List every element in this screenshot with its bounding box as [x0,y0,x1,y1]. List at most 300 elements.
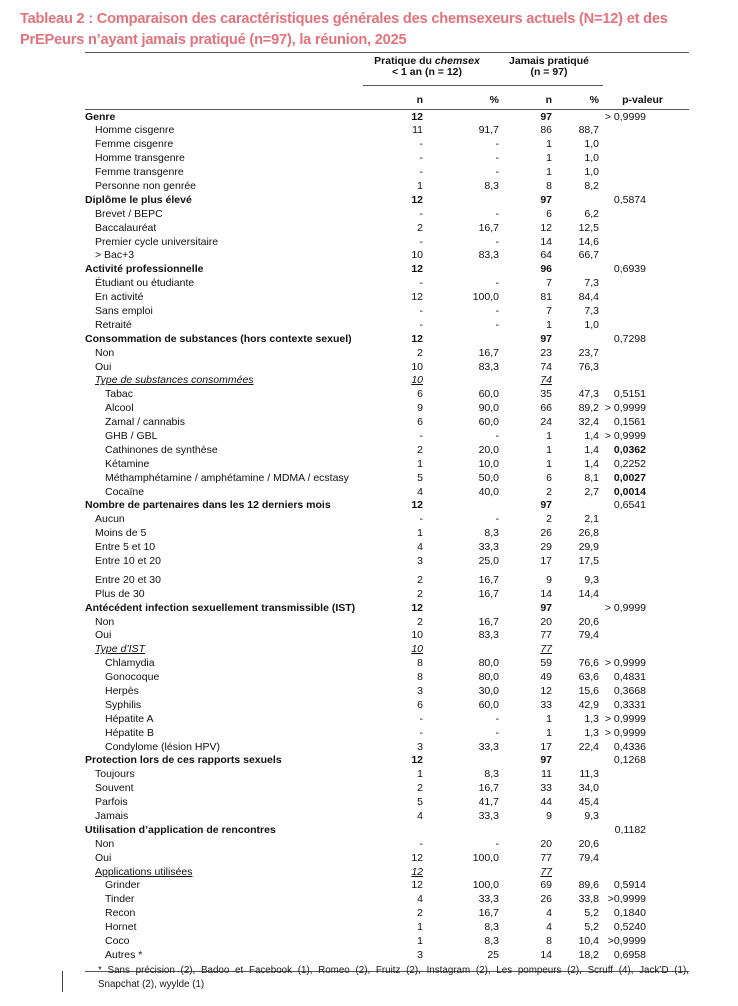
cell-n2: 7 [546,277,552,290]
cell-pct2: 1,0 [584,152,599,165]
table-title [20,9,732,51]
row-label: Kétamine [105,457,150,470]
table-row [85,513,689,527]
cell-pct1: - [495,152,499,165]
cell-pvalue: 0,0362 [613,443,646,456]
cell-pct2: 12,5 [578,221,599,234]
table-row [85,222,689,236]
row-label: Recon [105,907,136,920]
cell-pct1: - [495,318,499,331]
row-label: Entre 20 et 30 [95,573,161,586]
table-row [85,291,689,305]
cell-pct2: 9,3 [584,573,599,586]
table-row [85,166,689,180]
cell-n2: 35 [540,388,552,401]
cell-pct2: 7,3 [584,277,599,290]
cell-n2: 97 [540,193,552,206]
row-label: Condylome (lésion HPV) [105,740,220,753]
cell-n1: 10 [411,374,423,387]
row-label: Sans emploi [95,304,153,317]
cell-n2: 9 [546,810,552,823]
cell-n1: 8 [417,671,423,684]
cell-n2: 69 [540,879,552,892]
cell-pct1: 8,3 [484,935,499,948]
cell-pvalue: 0,3331 [613,698,646,711]
table-row [85,152,689,166]
cell-n2: 11 [541,768,552,781]
cell-n1: 2 [417,782,423,795]
cell-pct1: 8,3 [484,179,499,192]
cell-n1: 10 [411,249,423,262]
cell-pct1: - [495,235,499,248]
cell-pct2: 89,2 [578,402,599,415]
cell-pct2: 5,2 [584,907,599,920]
cell-pct2: 1,4 [584,457,599,470]
cell-pct1: - [495,726,499,739]
table-row [85,374,689,388]
cell-pct2: 33,8 [578,893,599,906]
cell-pct2: 66,7 [578,249,599,262]
cell-n2: 20 [540,615,552,628]
cell-pvalue: >0,9999 [607,893,646,906]
cell-n1: 2 [417,443,423,456]
row-label: Non [95,615,115,628]
cell-pvalue: 0,1561 [613,416,646,429]
row-label: Premier cycle universitaire [95,235,219,248]
table-row [85,416,689,430]
cell-pvalue: 0,6939 [613,263,646,276]
table-row [85,388,689,402]
cell-n1: 6 [417,416,423,429]
cell-pct1: 16,7 [478,587,499,600]
table-row [85,643,689,657]
cell-pct1: - [495,166,499,179]
table-row [85,499,689,513]
cell-n1: 12 [411,879,423,892]
footnote-line1: * Sans précision (2), Badoo et Facebook (1), Romeo (2), Fruitz (2), Instagram (2), Les pompeurs (2), Scruff (4), Jack’D (1), [98,965,689,976]
text-cursor-mark [62,971,63,992]
cell-n2: 66 [540,402,552,415]
cell-pvalue: 0,5914 [613,879,646,892]
cell-pct1: 33,3 [478,893,499,906]
cell-n1: 12 [411,499,423,512]
table-row [85,754,689,768]
cell-pvalue: 0,5240 [613,921,646,934]
table-row [85,810,689,824]
cell-n1: 5 [417,796,423,809]
table-row [85,629,689,643]
row-label: Personne non genrée [95,179,196,192]
cell-pct2: 23,7 [578,346,599,359]
row-label: Antécédent infection sexuellement transmissible (IST) [85,601,356,614]
cell-n2: 20 [540,837,552,850]
cell-n2: 77 [540,865,552,878]
cell-n1: - [419,318,423,331]
cell-n1: 12 [411,291,423,304]
table-row [85,263,689,277]
cell-n1: 12 [411,110,423,123]
row-label: > Bac+3 [95,249,135,262]
cell-n2: 12 [540,221,552,234]
cell-n2: 4 [546,921,552,934]
row-label: Étudiant ou étudiante [95,277,195,290]
cell-pct2: 8,1 [584,471,599,484]
cell-pct1: 33,3 [478,810,499,823]
cell-pct1: - [495,304,499,317]
cell-n2: 17 [540,555,552,567]
cell-pct1: 100,0 [472,851,499,864]
table-row [85,866,689,880]
cell-pct2: 1,4 [584,443,599,456]
cell-n2: 6 [546,207,552,220]
cell-pct1: 50,0 [478,471,499,484]
cell-pvalue: > 0,9999 [604,726,646,739]
cell-n1: 10 [411,629,423,642]
cell-n1: 10 [411,643,423,656]
cell-pvalue: > 0,9999 [604,712,646,725]
cell-pct1: 8,3 [484,527,499,540]
cell-pct2: 15,6 [578,685,599,698]
cell-n1: 1 [417,921,423,934]
row-label: Femme transgenre [95,166,184,179]
cell-n2: 1 [546,152,552,165]
cell-n1: 12 [411,332,423,345]
cell-pct1: 30,0 [478,685,499,698]
group2-line1: Jamais pratiqué [509,55,589,67]
cell-n2: 59 [540,657,552,670]
row-label: Hépatite A [105,712,154,725]
row-label: Zamal / cannabis [105,416,185,429]
cell-pvalue: 0,7298 [613,332,646,345]
table-row [85,727,689,741]
cell-pct1: 10,0 [478,457,499,470]
cell-n1: 2 [417,615,423,628]
cell-pct1: 33,3 [478,541,499,554]
cell-pct1: 100,0 [472,879,499,892]
data-table [85,52,689,972]
table-row [85,949,689,963]
cell-n1: - [419,166,423,179]
cell-pvalue: 0,2252 [613,457,646,470]
cell-pct2: 1,0 [584,166,599,179]
cell-n2: 1 [546,318,552,331]
cell-pct1: - [495,277,499,290]
cell-n1: 9 [417,402,423,415]
cell-pct2: 6,2 [584,207,599,220]
row-label: Herpès [105,685,139,698]
cell-pct2: 79,4 [578,851,599,864]
cell-n1: 1 [417,179,423,192]
cell-n2: 33 [540,698,552,711]
cell-pct1: 83,3 [478,360,499,373]
cell-n2: 97 [540,110,552,123]
table-row [85,236,689,250]
row-label: Diplôme le plus élevé [85,193,192,206]
cell-pct1: 100,0 [472,291,499,304]
cell-n1: - [419,726,423,739]
cell-pct1: 60,0 [478,416,499,429]
cell-n1: 2 [417,573,423,586]
col-header-pct1: % [489,94,499,106]
table-row [85,796,689,810]
cell-n2: 97 [540,499,552,512]
cell-pct1: - [495,207,499,220]
group-header-row [85,53,689,80]
row-label: Oui [95,629,112,642]
cell-pct2: 29,9 [578,541,599,554]
table-row [85,194,689,208]
cell-n2: 7 [546,304,552,317]
cell-n2: 1 [546,712,552,725]
cell-pct1: 33,3 [478,740,499,753]
row-label: Cocaïne [105,485,145,498]
table-row [85,180,689,194]
cell-n2: 4 [546,907,552,920]
cell-n1: 12 [411,263,423,276]
cell-n2: 33 [540,782,552,795]
cell-pct2: 20,6 [578,615,599,628]
row-label: Retraité [95,318,132,331]
cell-n1: - [419,429,423,442]
cell-n1: - [419,712,423,725]
table-row [85,486,689,500]
cell-n1: 4 [417,893,423,906]
cell-pct2: 26,8 [578,527,599,540]
cell-pct1: - [495,513,499,526]
col-header-n2: n [545,94,552,106]
cell-n2: 1 [546,726,552,739]
cell-pct2: 9,3 [584,810,599,823]
table-row [85,319,689,333]
table-row [85,574,689,588]
row-label: Cathinones de synthèse [105,443,218,456]
row-label: Entre 10 et 20 [95,555,161,567]
row-label: Plus de 30 [95,587,145,600]
table-row [85,541,689,555]
cell-pvalue: 0,1840 [613,907,646,920]
cell-pct1: 20,0 [478,443,499,456]
cell-n1: 4 [417,541,423,554]
table-row [85,657,689,671]
cell-n2: 9 [546,573,552,586]
cell-pct2: 45,4 [578,796,599,809]
column-header-row [85,92,689,109]
cell-pct2: 1,4 [584,429,599,442]
cell-pct2: 1,0 [584,318,599,331]
cell-n2: 2 [546,485,552,498]
table-row [85,277,689,291]
cell-pct2: 10,4 [578,935,599,948]
row-label: Nombre de partenaires dans les 12 derniers mois [85,499,331,512]
cell-pvalue: 0,5151 [613,388,646,401]
cell-pct1: - [495,138,499,151]
cell-n2: 77 [540,629,552,642]
cell-pct2: 2,7 [584,485,599,498]
row-label: Utilisation d’application de rencontres [85,823,276,836]
table-row [85,824,689,838]
cell-n1: 11 [412,124,423,137]
table-row [85,907,689,921]
cell-pvalue: > 0,9999 [604,657,646,670]
cell-pct1: 16,7 [478,346,499,359]
cell-n1: 12 [411,193,423,206]
cell-pvalue: 0,4336 [613,740,646,753]
row-label: Jamais [95,810,129,823]
row-label: Applications utilisées [95,865,193,878]
cell-n2: 1 [546,429,552,442]
cell-pct2: 8,2 [584,179,599,192]
cell-pct1: 90,0 [478,402,499,415]
row-label: GHB / GBL [105,429,158,442]
cell-n2: 97 [540,601,552,614]
cell-n1: 12 [411,601,423,614]
cell-pvalue: >0,9999 [607,935,646,948]
row-label: Hornet [105,921,137,934]
cell-pct2: 89,6 [578,879,599,892]
cell-pvalue: > 0,9999 [604,402,646,415]
cell-pct2: 42,9 [578,698,599,711]
table-row [85,555,689,569]
row-label: Oui [95,360,112,373]
cell-pct1: 16,7 [478,221,499,234]
table-row [85,588,689,602]
cell-pct1: 91,7 [478,124,499,137]
cell-n2: 1 [546,166,552,179]
cell-n1: - [419,304,423,317]
cell-pvalue: 0,3668 [613,685,646,698]
cell-n2: 14 [540,587,552,600]
cell-pct1: 16,7 [478,782,499,795]
cell-pct1: 8,3 [484,768,499,781]
cell-n1: 1 [417,935,423,948]
table-row [85,124,689,138]
table-row [85,111,689,125]
table-row [85,713,689,727]
table-row [85,361,689,375]
cell-n1: 2 [417,221,423,234]
cell-pct2: 88,7 [578,124,599,137]
cell-pct1: - [495,429,499,442]
cell-n2: 97 [540,754,552,767]
row-label: Alcool [105,402,134,415]
cell-n1: 8 [417,657,423,670]
cell-pct1: 25 [487,948,499,961]
table-row [85,741,689,755]
cell-n1: - [419,235,423,248]
cell-pct1: - [495,712,499,725]
cell-n2: 26 [540,893,552,906]
row-label: Homme transgenre [95,152,185,165]
cell-n1: 5 [417,471,423,484]
row-label: Non [95,837,115,850]
cell-n1: - [419,837,423,850]
cell-pct1: 80,0 [478,671,499,684]
cell-n1: - [419,513,423,526]
cell-pct1: 60,0 [478,698,499,711]
table-row [85,699,689,713]
cell-n2: 8 [546,935,552,948]
cell-n1: 2 [417,346,423,359]
group1-line2: < 1 an (n = 12) [391,66,463,78]
cell-pct1: 8,3 [484,921,499,934]
cell-n1: 1 [417,527,423,540]
cell-pct1: 25,0 [478,555,499,567]
cell-n1: 4 [417,810,423,823]
table-row [85,935,689,949]
cell-pvalue: 0,1182 [614,823,646,836]
cell-n2: 81 [540,291,552,304]
cell-n2: 1 [546,457,552,470]
row-label: Homme cisgenre [95,124,175,137]
table-row [85,768,689,782]
group-header-chemsex [355,56,499,78]
row-label: Oui [95,851,112,864]
row-label: En activité [95,291,144,304]
row-label: Genre [85,110,116,123]
cell-n2: 77 [540,643,552,656]
cell-pct2: 76,3 [578,360,599,373]
cell-pct1: 16,7 [478,573,499,586]
cell-n1: 2 [417,907,423,920]
cell-pct1: 16,7 [478,907,499,920]
group2-line2: (n = 97) [530,66,568,78]
table-row [85,671,689,685]
cell-pvalue: > 0,9999 [604,601,646,614]
table-row [85,893,689,907]
cell-pct2: 5,2 [584,921,599,934]
row-label: Activité professionnelle [85,263,204,276]
cell-pct1: - [495,837,499,850]
cell-pvalue: 0,5874 [613,193,646,206]
row-label: Méthamphétamine / amphétamine / MDMA / ecstasy [105,471,349,484]
cell-pct1: 41,7 [478,796,499,809]
cell-n2: 12 [540,685,552,698]
row-label: Baccalauréat [95,221,157,234]
group-header-underline [363,85,603,86]
cell-n1: - [419,152,423,165]
cell-pct2: 2,1 [584,513,599,526]
cell-pct2: 18,2 [578,948,599,961]
cell-n2: 6 [546,471,552,484]
table-row [85,333,689,347]
cell-pct2: 32,4 [578,416,599,429]
row-label: Tabac [105,388,134,401]
row-label: Souvent [95,782,134,795]
table-footnote [98,964,689,991]
cell-n2: 77 [540,851,552,864]
cell-n1: 3 [417,948,423,961]
cell-pct1: 16,7 [478,615,499,628]
col-header-pvalue: p-valeur [622,94,663,106]
cell-n1: - [419,207,423,220]
cell-pct2: 22,4 [578,740,599,753]
cell-n2: 26 [540,527,552,540]
cell-pct1: 83,3 [478,249,499,262]
cell-n2: 74 [540,360,552,373]
cell-n1: 1 [417,457,423,470]
cell-pct2: 84,4 [578,291,599,304]
cell-n2: 24 [540,416,552,429]
cell-n1: 12 [411,754,423,767]
row-label: Syphilis [105,698,142,711]
table-row [85,472,689,486]
table-row [85,458,689,472]
cell-n2: 14 [540,235,552,248]
cell-n2: 8 [546,179,552,192]
cell-pct2: 1,3 [584,712,599,725]
table-title-line2: PrEPeurs n’ayant jamais pratiqué (n=97), la réunion, 2025 [20,32,407,48]
cell-pvalue: > 0,9999 [604,429,646,442]
